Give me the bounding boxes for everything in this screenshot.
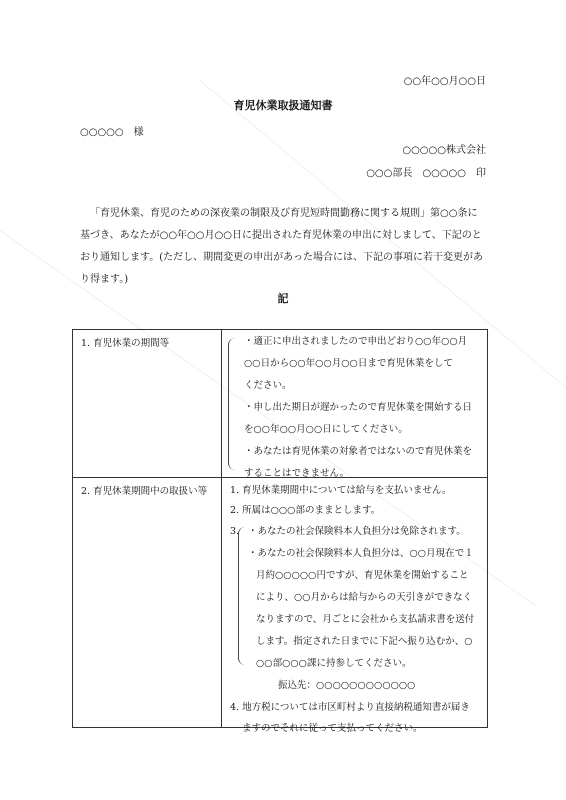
company-name: ○○○○○株式会社 (402, 145, 486, 156)
brace-decoration (238, 527, 245, 665)
content-line: ・あなたの社会保険料本人負担分は、○○月現在で１ (248, 548, 474, 559)
row-content (222, 330, 488, 478)
transfer-destination: 振込先：○○○○○○○○○○○○ (278, 680, 416, 691)
content-line: ください。 (244, 380, 292, 391)
content-line: ・あなたの社会保険料本人負担分は免除されます。 (248, 526, 466, 537)
signer-line: ○○○部長 ○○○○○ 印 (366, 168, 486, 179)
content-line: ○○日から○○年○○月○○日まで育児休業をして (244, 358, 453, 369)
document-title: 育児休業取扱通知書 (233, 99, 333, 112)
row-label: 2. 育児休業期間中の取扱い等 (73, 478, 222, 728)
content-line: なりますので、月ごとに会社から支払請求書を送付 (256, 614, 475, 625)
content-line: を○○年○○月○○日にしてください。 (244, 424, 408, 435)
content-line: ・申し出た期日が遅かったので育児休業を開始する日 (244, 402, 473, 413)
ki-heading: 記 (277, 292, 289, 305)
recipient-name: ○○○○○ 様 (80, 127, 144, 138)
details-table (72, 329, 488, 734)
content-line: ○○部○○○課に持参してください。 (256, 658, 412, 669)
row-content (222, 478, 488, 734)
content-line: により、○○月からは給与からの天引きができなく (256, 592, 473, 603)
item-3-number: 3. (230, 526, 240, 537)
table-row (73, 330, 488, 478)
content-line: することはできません。 (244, 468, 350, 479)
item-1: 1. 育児休業期間中については給与を支払いません。 (230, 485, 452, 496)
row-label: 1. 育児休業の期間等 (73, 330, 222, 478)
content-line: ・あなたは育児休業の対象者ではないので育児休業を (244, 446, 473, 457)
notice-paragraph: 「育児休業、育児のための深夜業の制限及び育児短時間勤務に関する規則」第○○条に基づき、あなたが○○年○○月○○日に提出された育児休業の申出に対しまして、下記のとおり通知します。(ただし、期間変更の申出があった場合には、下記の事項に若干変更があり得ます。) (80, 208, 484, 285)
item-4-continued: ますのでそれに従って支払ってください。 (242, 723, 423, 734)
content-line: 月約○○○○○円ですが、育児休業を開始すること (256, 570, 469, 581)
document-date: ○○年○○月○○日 (403, 76, 486, 87)
content-line: します。指定された日までに下記へ振り込むか、○ (256, 636, 473, 647)
item-4: 4. 地方税については市区町村より直接納税通知書が届き (230, 702, 470, 713)
brace-decoration (228, 338, 235, 470)
item-2: 2. 所属は○○○部のままとします。 (230, 505, 381, 516)
table-row (73, 478, 488, 728)
content-line: ・適正に申出されましたので申出どおり○○年○○月 (244, 336, 468, 347)
